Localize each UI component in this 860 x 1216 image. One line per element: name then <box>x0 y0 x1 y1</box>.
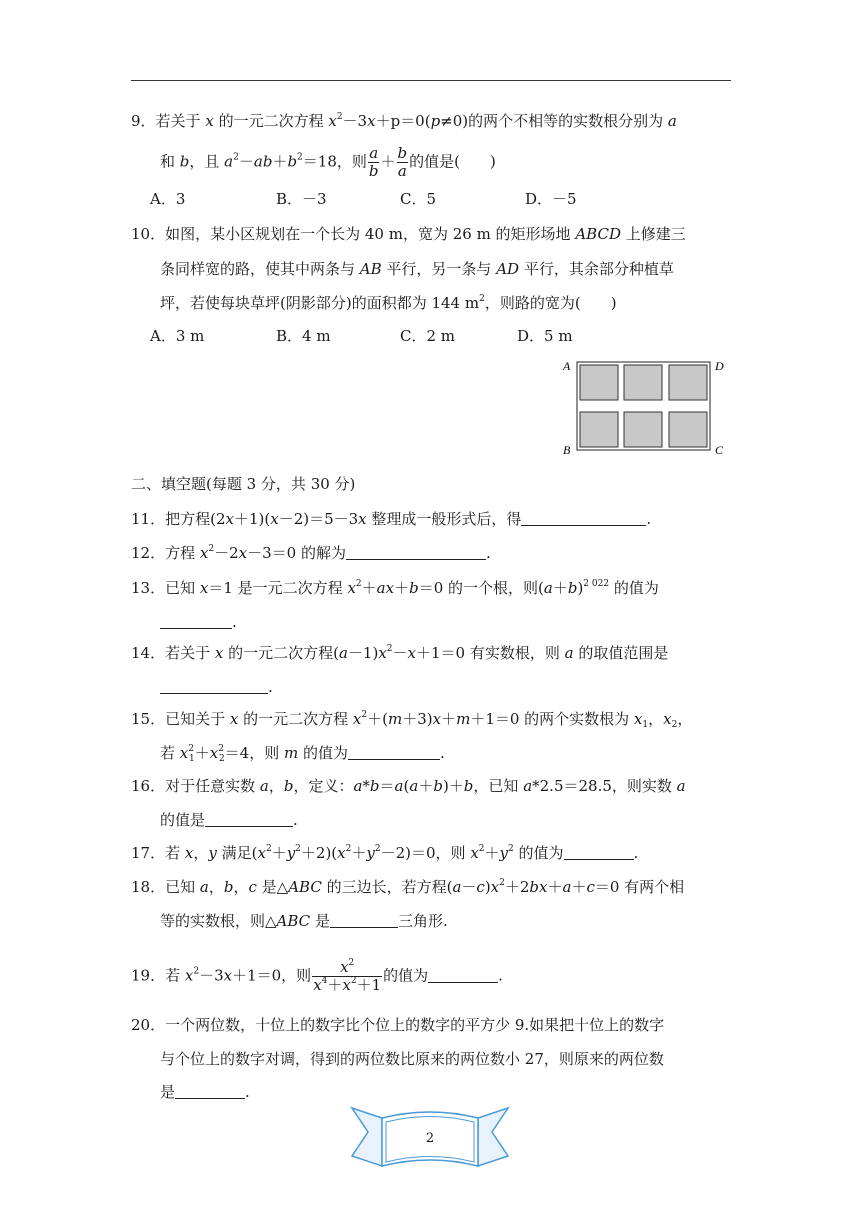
question-16-line-2: 的值是 . <box>160 811 298 829</box>
answer-blank[interactable] <box>348 745 440 760</box>
answer-blank[interactable] <box>330 913 398 928</box>
q9-choice-b: B．－3 <box>276 190 327 208</box>
question-12: 12．方程 $x^2-2x-3=0$ 的解为 . <box>131 544 491 562</box>
q10-choice-a: A．3 m <box>150 327 205 345</box>
answer-blank[interactable] <box>160 614 232 629</box>
answer-blank[interactable] <box>564 845 634 860</box>
question-10-line-2: 条同样宽的路，使其中两条与 AB 平行，另一条与 AD 平行，其余部分种植草 <box>160 260 674 278</box>
lawn-top-right <box>669 365 707 400</box>
question-20-line-3: 是 . <box>160 1083 250 1101</box>
lawn-top-left <box>580 365 618 400</box>
q9-choice-a: A．3 <box>150 190 186 208</box>
question-10-line-1: 10．如图，某小区规划在一个长为 40 m，宽为 26 m 的矩形场地 ABCD 上修建三 <box>131 225 686 243</box>
question-19: 19．若 $x^2-3x+1=0$，则 $\frac{x^2}{x^4+x^2+1}$ 的值为 . <box>131 958 503 994</box>
question-14-line-1: 14．若关于 x 的一元二次方程$(a-1)x^2-x+1=0$ 有实数根，则 a 的取值范围是 <box>131 644 669 662</box>
header-rule <box>131 80 731 81</box>
question-14-line-2: . <box>160 677 273 697</box>
fraction-x2-over-x4x21: $\frac{x^2}{x^4+x^2+1}$ <box>313 958 382 994</box>
question-18-line-2: 等的实数根，则△ABC 是 三角形. <box>160 912 448 930</box>
answer-blank[interactable] <box>346 545 486 560</box>
q10-choice-b: B．4 m <box>276 327 331 345</box>
section-title-fill-blank: 二、填空题(每题 3 分，共 30 分) <box>131 475 356 493</box>
label-a: A <box>563 359 571 373</box>
rectangle-field-figure <box>560 355 730 460</box>
question-13-line-2: . <box>160 612 237 632</box>
fraction-a-over-b: $\frac{a}{b}$ <box>368 144 379 180</box>
lawn-bottom-right <box>669 412 707 447</box>
label-b: B <box>563 443 571 457</box>
question-13-line-1: 13．已知 x＝1 是一元二次方程 $x^2+ax+b=0$ 的一个根，则$(a+b)^{2 022}$ 的值为 <box>131 579 659 597</box>
page-number-ribbon <box>350 1100 510 1175</box>
question-15-line-1: 15．已知关于 x 的一元二次方程 $x^2+(m+3)x+m+1=0$ 的两个实数根为 $x_1$，$x_2$， <box>131 710 693 730</box>
lawn-bottom-middle <box>624 412 662 447</box>
question-20-line-2: 与个位上的数字对调，得到的两位数比原来的两位数小 27，则原来的两位数 <box>160 1050 664 1068</box>
q10-choice-d: D．5 m <box>517 327 573 345</box>
label-d: D <box>715 359 724 373</box>
answer-blank[interactable] <box>160 679 268 694</box>
page-number: 2 <box>425 1131 435 1146</box>
answer-blank[interactable] <box>175 1084 245 1099</box>
question-16-line-1: 16．对于任意实数 a，b，定义：a*b＝a(a＋b)＋b，已知 a*2.5＝28.5，则实数 a <box>131 777 686 795</box>
q10-choice-c: C．2 m <box>400 327 456 345</box>
question-10-line-3: 坪，若使每块草坪(阴影部分)的面积都为 144 $m^2$，则路的宽为( ) <box>160 294 617 312</box>
answer-blank[interactable] <box>205 812 293 827</box>
fraction-b-over-a: $\frac{b}{a}$ <box>397 144 408 180</box>
question-17: 17．若 x，y 满足$(x^2+y^2+2)(x^2+y^2-2)=0$，则 $x^2+y^2$ 的值为 . <box>131 844 639 862</box>
answer-blank[interactable] <box>521 511 646 526</box>
question-18-line-1: 18．已知 a，b，c 是△ABC 的三边长，若方程$(a-c)x^2+2bx+a+c=0$ 有两个相 <box>131 878 685 896</box>
q9-choice-d: D．－5 <box>525 190 577 208</box>
answer-blank[interactable] <box>428 968 498 983</box>
question-15-line-2: 若 $x^2_1+x^2_2=4$，则 m 的值为 . <box>160 744 445 764</box>
question-9-line-1: 9．若关于 x 的一元二次方程 $x^2-3x+p=0(p\ne 0)$的两个不相等的实数根分别为 a <box>131 112 677 130</box>
lawn-bottom-left <box>580 412 618 447</box>
question-11: 11．把方程(2x＋1)(x－2)＝5－3x 整理成一般形式后，得 . <box>131 510 652 528</box>
label-c: C <box>715 443 724 457</box>
question-20-line-1: 20．一个两位数，十位上的数字比个位上的数字的平方少 9.如果把十位上的数字 <box>131 1016 665 1034</box>
lawn-top-middle <box>624 365 662 400</box>
question-9-line-2: 和 b，且 $a^2-ab+b^2=18$，则 $\frac{a}{b}$ ＋ $\frac{b}{a}$ 的值是( ) <box>160 144 496 180</box>
q9-choice-c: C．5 <box>400 190 437 208</box>
